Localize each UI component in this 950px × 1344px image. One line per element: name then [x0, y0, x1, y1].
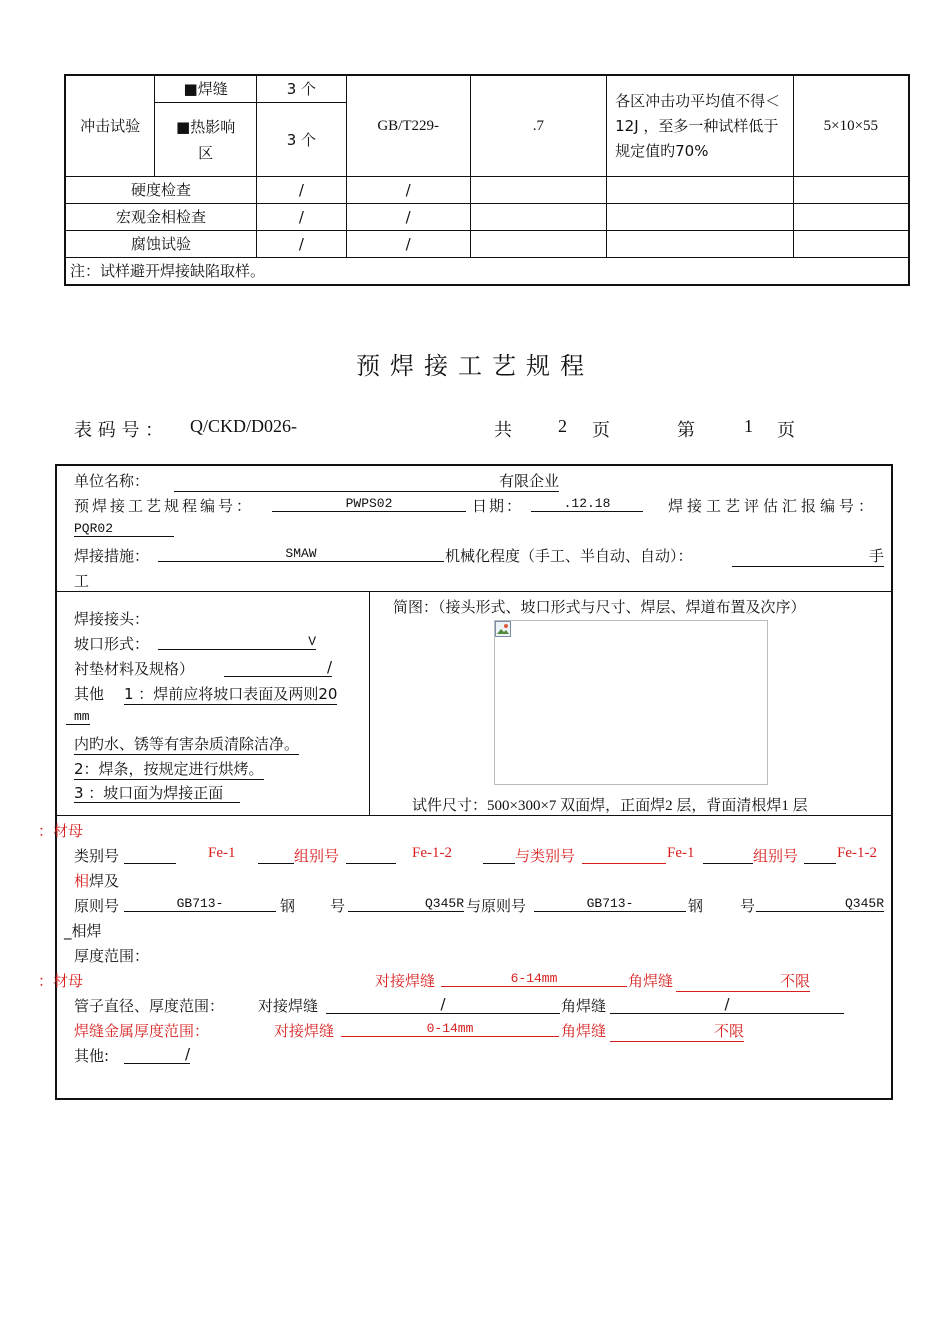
grade-label: 号: [330, 897, 346, 915]
pipe-butt-value: /: [440, 995, 446, 1013]
pipe-fillet-field: [610, 995, 844, 1014]
fillet-field: [676, 970, 810, 992]
phase-weld-3: _相焊: [64, 922, 102, 940]
date-field: [531, 496, 643, 512]
empty-cell: [607, 231, 794, 258]
impact-value: .7: [470, 75, 607, 177]
butt-label: 对接焊缝: [375, 972, 436, 990]
metal-fillet-value: 不限: [713, 1022, 744, 1040]
fillet-label: 角焊缝: [628, 972, 674, 990]
page-unit: 页: [592, 420, 610, 441]
other-line-1c: 内旳水、锈等有害杂质清除洁净。: [74, 735, 300, 753]
corrosion-c1: /: [256, 231, 346, 258]
metal-butt-value: 0-14mm: [426, 1021, 474, 1036]
and-group-value: Fe-1-2: [837, 845, 877, 861]
form-code: Q/CKD/D026-: [190, 416, 297, 436]
unit-value: 有限企业: [498, 472, 559, 490]
wps-label: 预焊接工艺规程编号：: [74, 497, 255, 515]
sketch-label: 简图：（接头形式、坡口形式与尺寸、焊层、焊道布置及次序）: [393, 598, 806, 616]
group-label: 组别号: [294, 847, 340, 865]
backing-label: 衬垫材料及规格）: [74, 660, 195, 678]
pqr-label: 焊接工艺评估汇报编号：: [668, 497, 878, 515]
metal-butt-field: [341, 1021, 559, 1037]
pipe-butt-label: 对接焊缝: [258, 997, 319, 1015]
haz-label: [155, 103, 257, 177]
groove-value: V: [308, 634, 316, 649]
grade-label-2: 号: [740, 897, 756, 915]
blank-line: [258, 845, 294, 864]
current-page: 1: [744, 416, 753, 436]
grade-field: [348, 896, 464, 912]
haz-label-line2: 区: [198, 143, 214, 162]
empty-cell: [793, 177, 909, 204]
hardness-c2: /: [346, 177, 470, 204]
wps-field: [272, 496, 466, 512]
pipe-fillet-label: 角焊缝: [561, 997, 607, 1015]
divider: [369, 591, 370, 815]
metal-butt-label: 对接焊缝: [274, 1022, 335, 1040]
specimen-size: 试件尺寸：500×300×7 双面焊，正面焊2 层，背面清根焊1 层: [412, 794, 808, 816]
std-label: 原则号: [74, 897, 120, 915]
other-field: [124, 1045, 190, 1064]
mech-field: [732, 545, 884, 567]
pqr-value: PQR02: [74, 521, 114, 536]
mech-value-1: 手: [868, 547, 884, 565]
impact-specimen-size: 5×10×55: [793, 75, 909, 177]
and-type-value: Fe-1: [667, 845, 695, 861]
steel-label: 钢: [280, 897, 296, 915]
metal-fillet-label: 角焊缝: [561, 1022, 607, 1040]
table-note: 注：试样避开焊接缺陷取样。: [65, 258, 909, 286]
butt-field: [441, 971, 627, 987]
other-label: 其他: [74, 685, 105, 703]
group-value: Fe-1-2: [412, 845, 452, 861]
blank-line: [582, 845, 666, 864]
weld-label: ■焊缝: [155, 75, 257, 103]
steel-label-2: 钢: [688, 897, 704, 915]
grade-value-2: Q345R: [844, 896, 884, 911]
base-metal-label: ：材母: [38, 822, 84, 840]
empty-cell: [607, 204, 794, 231]
form-code-label: 表 码 号 ：: [74, 420, 164, 441]
pipe-label: 管子直径、厚度范围：: [74, 997, 225, 1015]
std-value: GB713-: [176, 896, 224, 911]
impact-standard: GB/T229-: [346, 75, 470, 177]
unit-label: 单位名称：: [74, 472, 150, 490]
wps-value: PWPS02: [345, 496, 393, 511]
measure-value: SMAW: [285, 546, 317, 561]
other-line-1b: mm: [66, 709, 90, 725]
and-type-label: 与类别号: [515, 847, 576, 865]
mech-value-2: 工: [74, 572, 90, 590]
joint-sketch-image: [494, 620, 768, 785]
phase-weld-line: [74, 870, 119, 891]
mech-label: 机械化程度（手工、半自动、自动）：: [445, 547, 693, 565]
phase-char: 相: [74, 872, 90, 890]
empty-cell: [793, 204, 909, 231]
grade-value: Q345R: [424, 896, 464, 911]
haz-label-line1: ■热影响: [176, 117, 236, 136]
haz-count: 3 个: [256, 103, 346, 177]
total-pages: 2: [558, 416, 567, 436]
date-label: 日期：: [472, 497, 524, 515]
empty-cell: [607, 177, 794, 204]
broken-image-icon: [495, 621, 511, 637]
impact-requirement: 各区冲击功平均值不得＜12J ，至多一种试样低于规定值旳70%: [607, 75, 794, 177]
page-unit-2: 页: [777, 420, 795, 441]
unit-field: [174, 470, 559, 492]
current-label: 第: [677, 420, 695, 441]
other-value: /: [184, 1045, 190, 1063]
mech-field-2: [66, 570, 291, 592]
corrosion-label: 腐蚀试验: [65, 231, 256, 258]
measure-label: 焊接措施：: [74, 547, 150, 565]
type-value: Fe-1: [208, 845, 236, 861]
macro-c2: /: [346, 204, 470, 231]
blank-line: [804, 845, 836, 864]
groove-field: [158, 634, 316, 650]
empty-cell: [470, 204, 607, 231]
metal-label: 焊缝金属厚度范围：: [74, 1022, 210, 1040]
grade-field-2: [756, 896, 884, 912]
pipe-butt-field: [326, 995, 560, 1014]
metal-fillet-field: [610, 1020, 744, 1042]
hardness-c1: /: [256, 177, 346, 204]
phase-weld-text: 焊及: [89, 872, 120, 890]
impact-test-table: [64, 74, 910, 286]
weld-count: 3 个: [256, 75, 346, 103]
empty-cell: [470, 177, 607, 204]
and-std-field: [534, 896, 686, 912]
date-value: .12.18: [563, 496, 611, 511]
groove-label: 坡口形式：: [74, 635, 150, 653]
blank-line: [483, 845, 515, 864]
hardness-label: 硬度检查: [65, 177, 256, 204]
empty-cell: [470, 231, 607, 258]
page-title: 预焊接工艺规程: [356, 352, 594, 380]
other-line-3: 3 ：坡口面为焊接正面: [74, 784, 224, 802]
other-label-2: 其他:: [74, 1047, 110, 1065]
total-label: 共: [494, 420, 512, 441]
and-std-label: 与原则号: [466, 897, 527, 915]
underline: [74, 802, 240, 803]
corrosion-c2: /: [346, 231, 470, 258]
pipe-fillet-value: /: [724, 995, 730, 1013]
and-group-label: 组别号: [753, 847, 799, 865]
type-label: 类别号: [74, 847, 120, 865]
other-line-2: 2：焊条，按规定进行烘烤。: [74, 760, 264, 778]
thickness-label: 厚度范围：: [74, 947, 150, 965]
empty-cell: [793, 231, 909, 258]
and-std-value: GB713-: [586, 896, 634, 911]
measure-field: [158, 546, 444, 562]
type-blank: [124, 845, 176, 864]
joint-label: 焊接接头：: [74, 610, 150, 628]
impact-test-label: 冲击试验: [65, 75, 155, 177]
fillet-value: 不限: [779, 972, 810, 990]
base-metal-label-2: ：材母: [38, 972, 84, 990]
std-field: [124, 896, 276, 912]
macro-c1: /: [256, 204, 346, 231]
butt-value: 6-14mm: [510, 971, 558, 986]
blank-line: [346, 845, 396, 864]
blank-line: [703, 845, 753, 864]
backing-value: /: [326, 658, 332, 676]
pqr-field: [74, 521, 174, 537]
other-line-1: 1 ：焊前应将坡口表面及两则20: [124, 685, 338, 703]
macro-label: 宏观金相检查: [65, 204, 256, 231]
backing-field: [224, 658, 332, 677]
